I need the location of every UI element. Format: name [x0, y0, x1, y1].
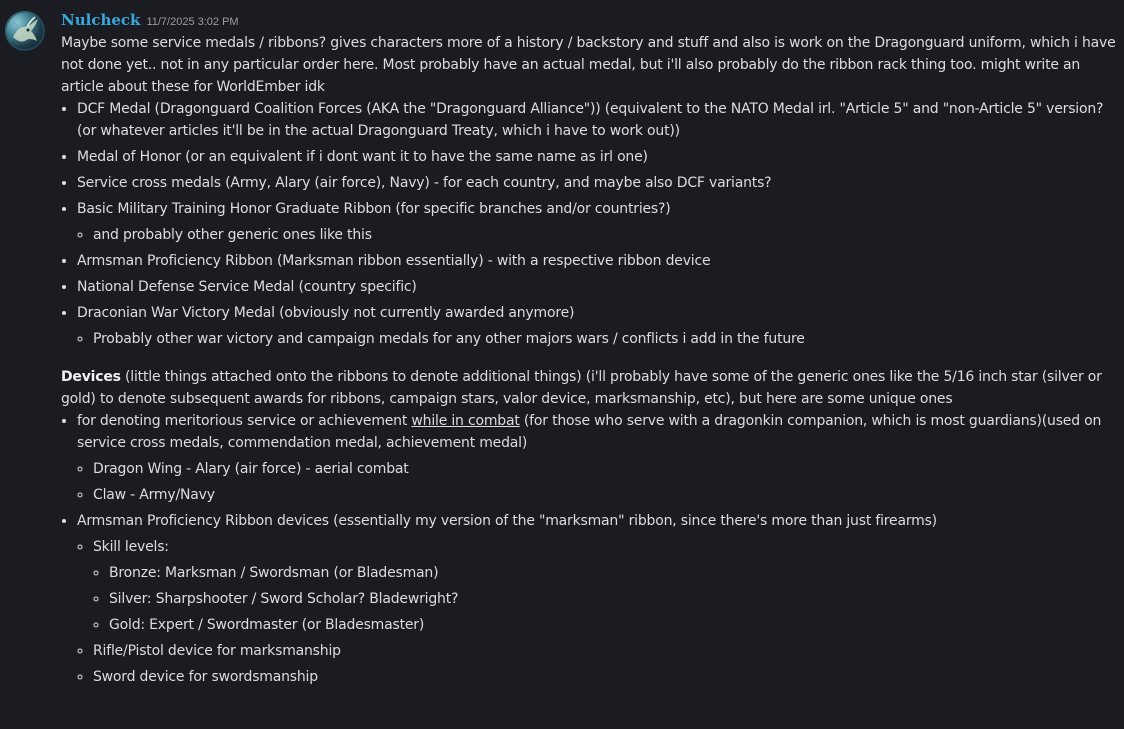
list-item-text: DCF Medal (Dragonguard Coalition Forces (AKA the "Dragonguard Alliance")) (equivalent to the NATO Medal irl. "Article 5" and "non-Article 5" version? (or whatever articles it'll be in the actual Dragonguard Treaty, which i have to work out)) [77, 101, 1104, 139]
list-item-text: Sword device for swordsmanship [93, 669, 318, 685]
list-item-text: Draconian War Victory Medal (obviously not currently awarded anymore) [77, 305, 575, 321]
list-item [77, 510, 1121, 688]
list-item [109, 588, 1121, 610]
list-item [77, 198, 1121, 246]
list-item [93, 666, 1121, 688]
sublist [77, 224, 1121, 246]
medals-list [61, 98, 1121, 350]
list-item [93, 458, 1121, 480]
list-item-text: Silver: Sharpshooter / Sword Scholar? Bladewright? [109, 591, 459, 607]
devices-list [61, 410, 1121, 688]
list-item-text: Dragon Wing - Alary (air force) - aerial combat [93, 461, 409, 477]
list-item [93, 536, 1121, 636]
list-item-text: Skill levels: [93, 539, 169, 555]
list-item-text: Medal of Honor (or an equivalent if i dont want it to have the same name as irl one) [77, 149, 648, 165]
list-item-text: National Defense Service Medal (country specific) [77, 279, 417, 295]
list-item [109, 562, 1121, 584]
message-content [61, 32, 1121, 688]
list-item [93, 484, 1121, 506]
list-item-text: Basic Military Training Honor Graduate Ribbon (for specific branches and/or countries?) [77, 201, 671, 217]
timestamp[interactable]: 11/7/2025 3:02 PM [146, 16, 239, 28]
list-item [93, 224, 1121, 246]
avatar[interactable] [5, 11, 45, 51]
list-item-text: for denoting meritorious service or achievement [77, 413, 412, 429]
list-item-text: Bronze: Marksman / Swordsman (or Bladesman) [109, 565, 439, 581]
list-item-text: Armsman Proficiency Ribbon (Marksman ribbon essentially) - with a respective ribbon device [77, 253, 711, 269]
list-item-text: Probably other war victory and campaign medals for any other majors wars / conflicts i add in the future [93, 331, 805, 347]
list-item [77, 302, 1121, 350]
list-item-text: Service cross medals (Army, Alary (air force), Navy) - for each country, and maybe also DCF variants? [77, 175, 772, 191]
list-item [109, 614, 1121, 636]
devices-paragraph [61, 366, 1121, 410]
list-item [93, 328, 1121, 350]
list-item [77, 172, 1121, 194]
devices-intro: (little things attached onto the ribbons to denote additional things) (i'll probably have some of the generic ones like the 5/16 inch star (silver or gold) to denote subsequent awards for ribbons, campaign stars, valor device, marksmanship, etc), but here are some unique ones [61, 369, 1102, 407]
dragon-avatar-icon [5, 11, 45, 51]
sublist [93, 562, 1121, 636]
message-header [61, 10, 239, 32]
list-item [93, 640, 1121, 662]
sublist [77, 328, 1121, 350]
list-item [77, 146, 1121, 168]
list-item-text: Rifle/Pistol device for marksmanship [93, 643, 341, 659]
list-item-text: and probably other generic ones like this [93, 227, 372, 243]
sublist [77, 458, 1121, 506]
list-item-text: Gold: Expert / Swordmaster (or Bladesmaster) [109, 617, 425, 633]
list-item [77, 276, 1121, 298]
devices-heading: Devices [61, 369, 121, 385]
list-item-text: Armsman Proficiency Ribbon devices (essentially my version of the "marksman" ribbon, since there's more than just firearms) [77, 513, 937, 529]
list-item [77, 98, 1121, 142]
list-item-text: (for those who serve with a dragonkin companion, which is most guardians)(used on service cross medals, commendation medal, achievement medal) [77, 413, 1102, 451]
username[interactable]: Nulcheck [61, 11, 141, 29]
list-item-text: Claw - Army/Navy [93, 487, 215, 503]
sublist [77, 536, 1121, 688]
list-item [77, 410, 1121, 506]
list-item [77, 250, 1121, 272]
intro-paragraph: Maybe some service medals / ribbons? gives characters more of a history / backstory and stuff and also is work on the Dragonguard uniform, which i have not done yet.. not in any particular order here. Most probably have an actual medal, but i'll also probably do the ribbon rack thing too. might write an article about these for WorldEmber idk [61, 35, 1116, 95]
underlined-text: while in combat [411, 413, 520, 429]
